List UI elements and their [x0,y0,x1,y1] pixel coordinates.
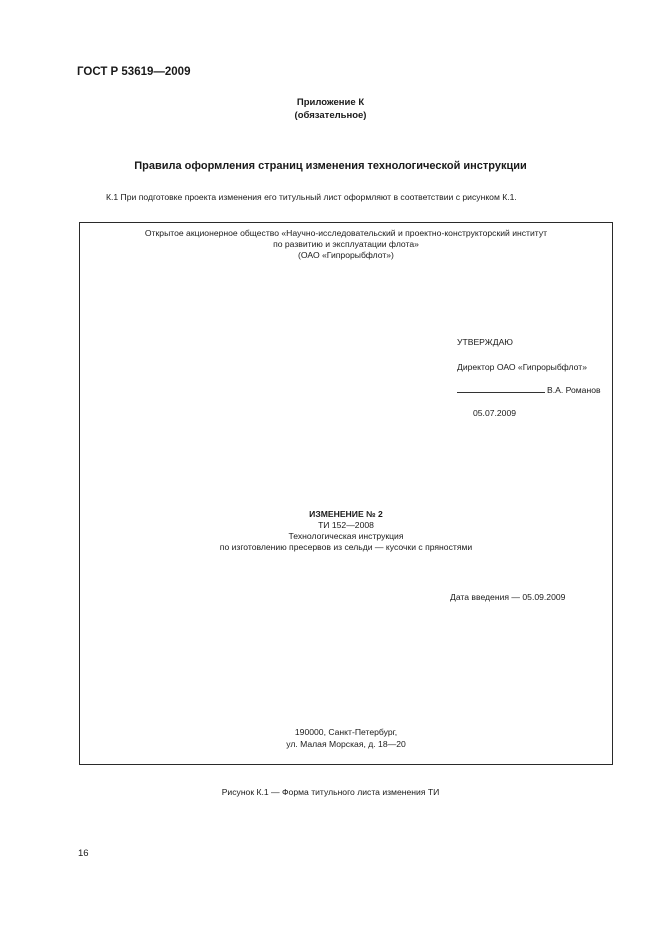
change-doc-number: ТИ 152—2008 [318,520,374,530]
change-title: ИЗМЕНЕНИЕ № 2 [309,509,383,519]
appendix-heading [0,96,661,122]
introduction-date: Дата введения — 05.09.2009 [450,592,566,602]
approval-position: Директор ОАО «Гипрорыбфлот» [457,362,587,372]
org-line: (ОАО «Гипрорыбфлот») [298,250,394,260]
figure-caption: Рисунок К.1 — Форма титульного листа изменения ТИ [221,787,440,797]
appendix-title: Приложение К [296,97,365,108]
approval-date: 05.07.2009 [473,408,517,418]
approval-signature [457,384,617,395]
org-line: по развитию и эксплуатации флота» [273,239,419,249]
page-number: 16 [78,848,89,859]
organization-name [79,228,613,261]
document-code: ГОСТ Р 53619—2009 [77,66,191,78]
address-block [79,727,613,750]
title-page-form-frame [79,222,613,765]
signature-line [457,384,545,393]
appendix-status: (обязательное) [294,110,367,121]
address-line: 190000, Санкт-Петербург, [294,727,398,737]
change-doc-subject: по изготовлению пресервов из сельди — кусочки с пряностями [219,542,473,552]
change-doc-type: Технологическая инструкция [288,531,404,541]
org-line: Открытое акционерное общество «Научно-исследовательский и проектно-конструкторский институт [144,228,548,238]
section-title: Правила оформления страниц изменения технологической инструкции [134,160,527,172]
approval-title: УТВЕРЖДАЮ [457,337,513,347]
address-line: ул. Малая Морская, д. 18—20 [286,738,406,749]
change-block [79,509,613,553]
approval-signer: В.А. Романов [547,385,601,395]
paragraph-k1: К.1 При подготовке проекта изменения его титульный лист оформляют в соответствии с рисунком К.1. [106,192,517,202]
